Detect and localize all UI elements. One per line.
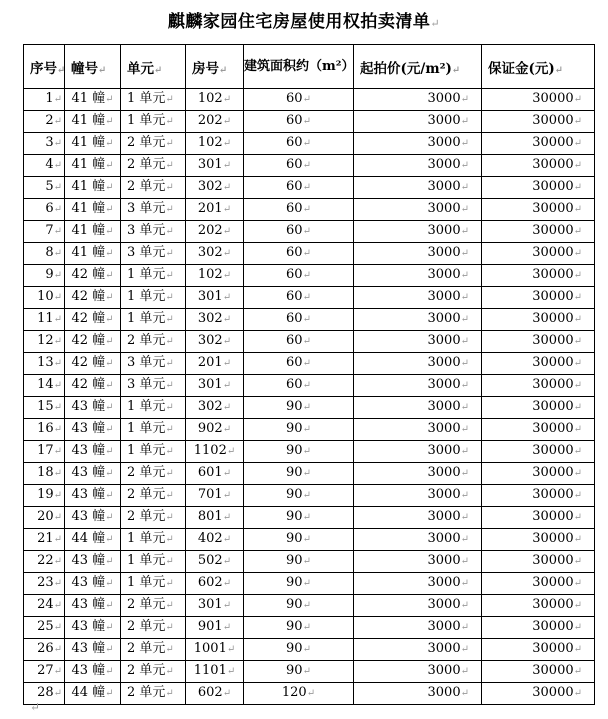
cell-building: 41 幢↵ [65, 89, 121, 111]
cell-price: 3000↵ [354, 551, 482, 573]
cell-price: 3000↵ [354, 463, 482, 485]
cell-price: 3000↵ [354, 485, 482, 507]
cell-price: 3000↵ [354, 199, 482, 221]
table-row [24, 397, 595, 419]
cell-room: 102↵ [186, 265, 244, 287]
cell-building: 43 幢↵ [65, 551, 121, 573]
cell-area: 90↵ [244, 529, 354, 551]
cell-room: 301↵ [186, 287, 244, 309]
cell-area: 60↵ [244, 243, 354, 265]
cell-deposit: 30000↵ [482, 683, 595, 705]
table-row [24, 573, 595, 595]
cell-index: 26↵ [24, 639, 65, 661]
cell-unit: 3 单元↵ [121, 221, 186, 243]
cell-index: 3↵ [24, 133, 65, 155]
cell-room: 302↵ [186, 309, 244, 331]
cell-area: 60↵ [244, 309, 354, 331]
cell-room: 302↵ [186, 397, 244, 419]
cell-index: 14↵ [24, 375, 65, 397]
cell-index: 2↵ [24, 111, 65, 133]
cell-price: 3000↵ [354, 617, 482, 639]
table-body [24, 89, 595, 705]
cell-unit: 1 单元↵ [121, 309, 186, 331]
cell-price: 3000↵ [354, 265, 482, 287]
cell-unit: 2 单元↵ [121, 133, 186, 155]
header-cell: 房号↵ [186, 45, 244, 89]
cell-building: 44 幢↵ [65, 529, 121, 551]
cell-unit: 2 单元↵ [121, 463, 186, 485]
table-row [24, 111, 595, 133]
cell-area: 90↵ [244, 661, 354, 683]
cell-price: 3000↵ [354, 133, 482, 155]
cell-unit: 1 单元↵ [121, 551, 186, 573]
cell-building: 42 幢↵ [65, 331, 121, 353]
cell-index: 4↵ [24, 155, 65, 177]
cell-index: 17↵ [24, 441, 65, 463]
cell-room: 302↵ [186, 331, 244, 353]
cell-building: 43 幢↵ [65, 507, 121, 529]
cell-building: 43 幢↵ [65, 661, 121, 683]
cell-unit: 2 单元↵ [121, 595, 186, 617]
cell-area: 90↵ [244, 419, 354, 441]
cell-building: 43 幢↵ [65, 397, 121, 419]
cell-deposit: 30000↵ [482, 595, 595, 617]
cell-index: 13↵ [24, 353, 65, 375]
cell-price: 3000↵ [354, 287, 482, 309]
cell-area: 90↵ [244, 595, 354, 617]
title-text: 麒麟家园住宅房屋使用权拍卖清单 [167, 12, 431, 32]
table-row [24, 265, 595, 287]
table-row [24, 463, 595, 485]
cell-building: 41 幢↵ [65, 177, 121, 199]
cell-unit: 2 单元↵ [121, 485, 186, 507]
cell-price: 3000↵ [354, 595, 482, 617]
cell-building: 43 幢↵ [65, 639, 121, 661]
cell-unit: 2 单元↵ [121, 507, 186, 529]
table-row [24, 243, 595, 265]
cell-area: 90↵ [244, 617, 354, 639]
table-row [24, 287, 595, 309]
cell-price: 3000↵ [354, 507, 482, 529]
cell-price: 3000↵ [354, 89, 482, 111]
cell-index: 5↵ [24, 177, 65, 199]
table-row [24, 551, 595, 573]
cell-deposit: 30000↵ [482, 221, 595, 243]
cell-unit: 1 单元↵ [121, 397, 186, 419]
cell-index: 8↵ [24, 243, 65, 265]
cell-unit: 1 单元↵ [121, 573, 186, 595]
cell-price: 3000↵ [354, 111, 482, 133]
table-row [24, 419, 595, 441]
cell-deposit: 30000↵ [482, 529, 595, 551]
cell-index: 15↵ [24, 397, 65, 419]
cell-index: 9↵ [24, 265, 65, 287]
cell-building: 43 幢↵ [65, 595, 121, 617]
cell-index: 7↵ [24, 221, 65, 243]
header-cell: 序号↵ [24, 45, 65, 89]
table-row [24, 375, 595, 397]
table-row [24, 529, 595, 551]
cell-room: 901↵ [186, 617, 244, 639]
cell-index: 22↵ [24, 551, 65, 573]
cell-deposit: 30000↵ [482, 661, 595, 683]
cell-room: 302↵ [186, 177, 244, 199]
cell-index: 18↵ [24, 463, 65, 485]
cell-deposit: 30000↵ [482, 419, 595, 441]
cell-deposit: 30000↵ [482, 133, 595, 155]
cell-deposit: 30000↵ [482, 463, 595, 485]
table-row [24, 177, 595, 199]
cell-price: 3000↵ [354, 309, 482, 331]
cell-area: 90↵ [244, 639, 354, 661]
cell-room: 202↵ [186, 111, 244, 133]
cell-price: 3000↵ [354, 331, 482, 353]
cell-area: 60↵ [244, 265, 354, 287]
cell-room: 302↵ [186, 243, 244, 265]
cell-price: 3000↵ [354, 573, 482, 595]
cell-unit: 1 单元↵ [121, 287, 186, 309]
paragraph-mark-icon: ↵ [30, 700, 41, 714]
table-row [24, 683, 595, 705]
cell-room: 201↵ [186, 353, 244, 375]
table-row [24, 353, 595, 375]
cell-area: 60↵ [244, 89, 354, 111]
cell-building: 43 幢↵ [65, 485, 121, 507]
document-title [0, 7, 608, 32]
cell-room: 202↵ [186, 221, 244, 243]
cell-unit: 1 单元↵ [121, 89, 186, 111]
cell-deposit: 30000↵ [482, 309, 595, 331]
cell-room: 801↵ [186, 507, 244, 529]
cell-deposit: 30000↵ [482, 111, 595, 133]
cell-index: 23↵ [24, 573, 65, 595]
cell-area: 60↵ [244, 133, 354, 155]
cell-unit: 1 单元↵ [121, 441, 186, 463]
header-cell: 保证金(元)↵ [482, 45, 595, 89]
cell-room: 301↵ [186, 155, 244, 177]
cell-deposit: 30000↵ [482, 265, 595, 287]
cell-room: 602↵ [186, 573, 244, 595]
cell-price: 3000↵ [354, 243, 482, 265]
table-row [24, 221, 595, 243]
cell-building: 41 幢↵ [65, 243, 121, 265]
cell-deposit: 30000↵ [482, 639, 595, 661]
cell-building: 42 幢↵ [65, 265, 121, 287]
paragraph-mark-icon: ↵ [430, 17, 441, 30]
cell-deposit: 30000↵ [482, 375, 595, 397]
cell-index: 10↵ [24, 287, 65, 309]
cell-room: 1102↵ [186, 441, 244, 463]
cell-building: 41 幢↵ [65, 111, 121, 133]
cell-area: 60↵ [244, 375, 354, 397]
cell-area: 60↵ [244, 199, 354, 221]
cell-room: 102↵ [186, 89, 244, 111]
cell-area: 90↵ [244, 573, 354, 595]
cell-price: 3000↵ [354, 221, 482, 243]
cell-deposit: 30000↵ [482, 243, 595, 265]
cell-building: 42 幢↵ [65, 309, 121, 331]
table-row [24, 155, 595, 177]
cell-building: 41 幢↵ [65, 221, 121, 243]
table-row [24, 507, 595, 529]
cell-room: 402↵ [186, 529, 244, 551]
cell-index: 12↵ [24, 331, 65, 353]
cell-unit: 2 单元↵ [121, 661, 186, 683]
cell-building: 41 幢↵ [65, 199, 121, 221]
cell-price: 3000↵ [354, 353, 482, 375]
cell-deposit: 30000↵ [482, 551, 595, 573]
cell-index: 16↵ [24, 419, 65, 441]
cell-price: 3000↵ [354, 661, 482, 683]
cell-deposit: 30000↵ [482, 441, 595, 463]
cell-room: 902↵ [186, 419, 244, 441]
cell-index: 24↵ [24, 595, 65, 617]
cell-unit: 1 单元↵ [121, 265, 186, 287]
cell-price: 3000↵ [354, 397, 482, 419]
cell-deposit: 30000↵ [482, 155, 595, 177]
cell-unit: 2 单元↵ [121, 177, 186, 199]
cell-unit: 1 单元↵ [121, 111, 186, 133]
cell-room: 301↵ [186, 595, 244, 617]
cell-price: 3000↵ [354, 683, 482, 705]
table-row [24, 661, 595, 683]
cell-building: 42 幢↵ [65, 287, 121, 309]
cell-index: 25↵ [24, 617, 65, 639]
cell-index: 1↵ [24, 89, 65, 111]
cell-area: 90↵ [244, 485, 354, 507]
cell-room: 1001↵ [186, 639, 244, 661]
cell-building: 43 幢↵ [65, 463, 121, 485]
cell-room: 601↵ [186, 463, 244, 485]
cell-room: 301↵ [186, 375, 244, 397]
cell-deposit: 30000↵ [482, 617, 595, 639]
cell-price: 3000↵ [354, 155, 482, 177]
cell-area: 60↵ [244, 221, 354, 243]
cell-room: 1101↵ [186, 661, 244, 683]
table-row [24, 595, 595, 617]
table-row [24, 639, 595, 661]
cell-price: 3000↵ [354, 419, 482, 441]
cell-area: 90↵ [244, 463, 354, 485]
cell-index: 20↵ [24, 507, 65, 529]
cell-area: 90↵ [244, 551, 354, 573]
cell-building: 43 幢↵ [65, 441, 121, 463]
cell-deposit: 30000↵ [482, 507, 595, 529]
header-cell: 起拍价(元/m²)↵ [354, 45, 482, 89]
cell-deposit: 30000↵ [482, 353, 595, 375]
cell-price: 3000↵ [354, 639, 482, 661]
cell-building: 43 幢↵ [65, 573, 121, 595]
header-cell: 幢号↵ [65, 45, 121, 89]
cell-unit: 1 单元↵ [121, 529, 186, 551]
cell-price: 3000↵ [354, 441, 482, 463]
cell-deposit: 30000↵ [482, 177, 595, 199]
table-row [24, 485, 595, 507]
table-row [24, 89, 595, 111]
table-row [24, 617, 595, 639]
cell-deposit: 30000↵ [482, 331, 595, 353]
cell-unit: 2 单元↵ [121, 683, 186, 705]
cell-building: 43 幢↵ [65, 419, 121, 441]
cell-index: 6↵ [24, 199, 65, 221]
cell-room: 102↵ [186, 133, 244, 155]
table-row [24, 441, 595, 463]
cell-index: 27↵ [24, 661, 65, 683]
cell-index: 19↵ [24, 485, 65, 507]
cell-unit: 2 单元↵ [121, 331, 186, 353]
cell-building: 42 幢↵ [65, 375, 121, 397]
cell-area: 60↵ [244, 331, 354, 353]
cell-price: 3000↵ [354, 529, 482, 551]
cell-building: 44 幢↵ [65, 683, 121, 705]
cell-room: 602↵ [186, 683, 244, 705]
header-cell: 单元↵ [121, 45, 186, 89]
cell-area: 60↵ [244, 111, 354, 133]
header-cell: 建筑面积约（m²） [244, 45, 354, 89]
cell-building: 43 幢↵ [65, 617, 121, 639]
cell-unit: 3 单元↵ [121, 243, 186, 265]
cell-index: 11↵ [24, 309, 65, 331]
cell-unit: 1 单元↵ [121, 419, 186, 441]
cell-room: 201↵ [186, 199, 244, 221]
cell-deposit: 30000↵ [482, 485, 595, 507]
cell-building: 41 幢↵ [65, 133, 121, 155]
cell-building: 42 幢↵ [65, 353, 121, 375]
cell-deposit: 30000↵ [482, 199, 595, 221]
cell-room: 502↵ [186, 551, 244, 573]
cell-area: 120↵ [244, 683, 354, 705]
cell-price: 3000↵ [354, 177, 482, 199]
cell-unit: 2 单元↵ [121, 617, 186, 639]
cell-unit: 3 单元↵ [121, 375, 186, 397]
cell-deposit: 30000↵ [482, 573, 595, 595]
table-row [24, 133, 595, 155]
cell-index: 21↵ [24, 529, 65, 551]
table-row [24, 331, 595, 353]
table-row [24, 199, 595, 221]
cell-unit: 2 单元↵ [121, 639, 186, 661]
cell-area: 60↵ [244, 287, 354, 309]
cell-price: 3000↵ [354, 375, 482, 397]
table-row [24, 309, 595, 331]
cell-area: 90↵ [244, 397, 354, 419]
cell-area: 90↵ [244, 507, 354, 529]
cell-area: 60↵ [244, 155, 354, 177]
cell-unit: 3 单元↵ [121, 353, 186, 375]
cell-building: 41 幢↵ [65, 155, 121, 177]
cell-deposit: 30000↵ [482, 89, 595, 111]
auction-table [23, 44, 595, 705]
cell-area: 90↵ [244, 441, 354, 463]
cell-unit: 2 单元↵ [121, 155, 186, 177]
table-header-row [24, 45, 595, 89]
cell-index: 28↵ [24, 683, 65, 705]
cell-area: 60↵ [244, 353, 354, 375]
cell-unit: 3 单元↵ [121, 199, 186, 221]
cell-area: 60↵ [244, 177, 354, 199]
cell-room: 701↵ [186, 485, 244, 507]
cell-deposit: 30000↵ [482, 397, 595, 419]
cell-deposit: 30000↵ [482, 287, 595, 309]
